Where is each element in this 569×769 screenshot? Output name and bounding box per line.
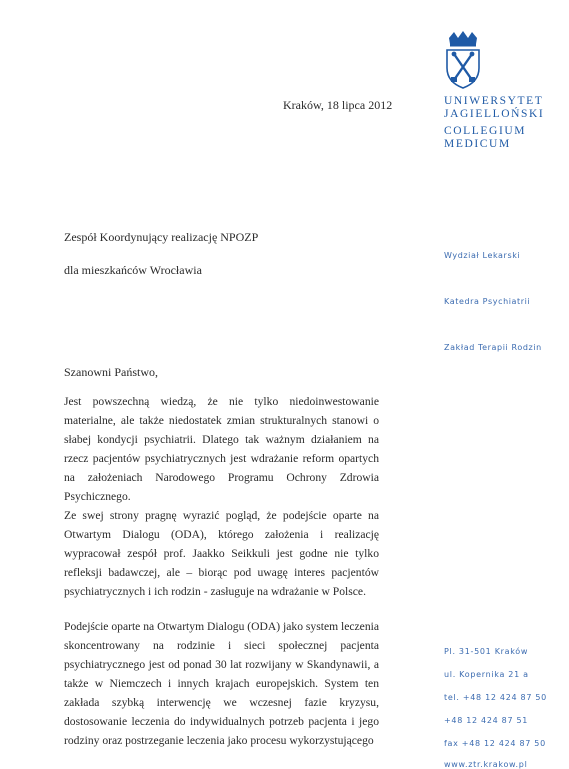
phone-line-1: tel. +48 12 424 87 50 [444, 693, 547, 702]
university-name [444, 95, 544, 151]
address-line-2: ul. Kopernika 21 a [444, 670, 529, 679]
sidebar-department: Katedra Psychiatrii [444, 297, 531, 306]
college-line-1: COLLEGIUM [444, 125, 527, 137]
recipient-line-1: Zespół Koordynujący realizację NPOZP [64, 230, 259, 244]
paragraph-2: Ze swej strony pragnę wyrazić pogląd, że podejście oparte na Otwartym Dialogu (ODA), którego założenia i realizację wypracował zespół prof. Jaakko Seikkuli jest godne nie tylko refleksji badawczej, ale – biorąc pod uwagę interes pacjentów psychiatrycznych i ich rodzin - zasługuje na wdrażanie w Polsce. [64, 509, 379, 598]
sidebar-faculty: Wydział Lekarski [444, 251, 521, 260]
sidebar-unit: Zakład Terapii Rodzin [444, 343, 542, 352]
university-line-2: JAGIELLOŃSKI [444, 108, 545, 120]
university-line-1: UNIWERSYTET [444, 95, 544, 107]
recipient-line-2: dla mieszkańców Wrocławia [64, 263, 202, 277]
phone-line-2: +48 12 424 87 51 [444, 716, 529, 725]
letter-date: Kraków, 18 lipca 2012 [283, 98, 393, 112]
college-line-2: MEDICUM [444, 138, 511, 150]
jagiellonian-crest-icon [444, 30, 482, 90]
website-link[interactable]: www.ztr.krakow.pl [444, 760, 528, 769]
fax-line: fax +48 12 424 87 50 [444, 739, 546, 748]
paragraph-3: Podejście oparte na Otwartym Dialogu (ODA) jako system leczenia skoncentrowany na rodzinie i sieci społecznej pacjenta psychiatrycznego jest od ponad 30 lat rozwijany w Skandynawii, a także w Niemczech i innych krajach europejskich. System ten zakłada szybką interwencję we wczesnej fazie kryzysu, dostosowanie leczenia do indywidualnych potrzeb pacjenta i jego rodziny oraz postrzeganie leczenia jako procesu wykorzystującego [64, 620, 379, 747]
paragraph-1: Jest powszechną wiedzą, że nie tylko niedoinwestowanie materialne, ale także niedostatek zmian strukturalnych stanowi o słabej kondycji psychiatrii. Dlatego tak ważnym działaniem na rzecz pacjentów psychiatrycznych jest wdrażanie reform opartych na założeniach Narodowego Programu Ochrony Zdrowia Psychicznego. [64, 395, 379, 503]
address-line-1: Pl. 31-501 Kraków [444, 647, 529, 656]
salutation: Szanowni Państwo, [64, 365, 158, 379]
